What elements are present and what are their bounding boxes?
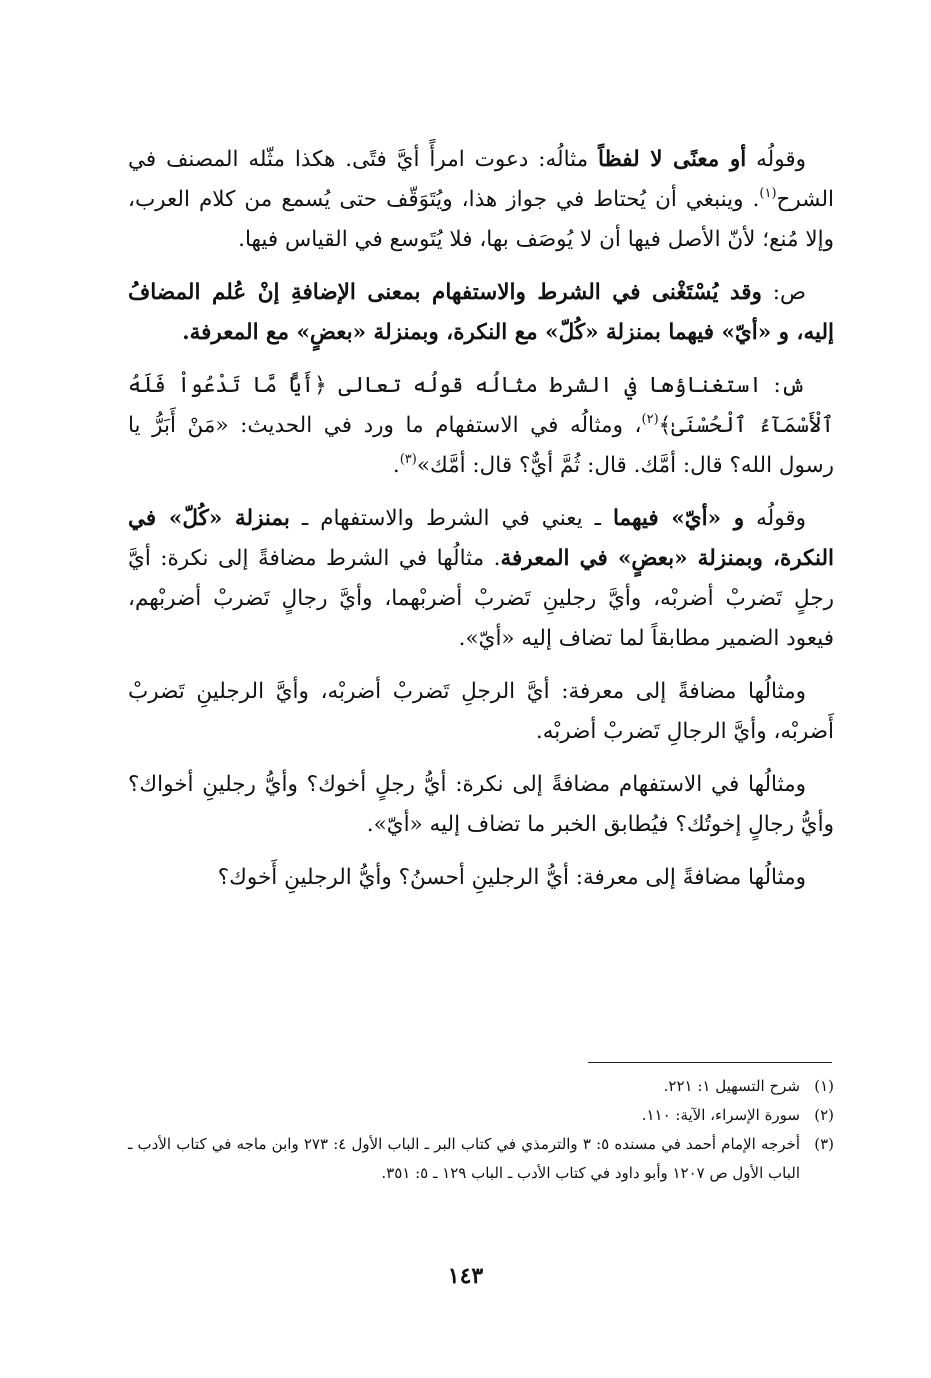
text-run: وقولُه bbox=[744, 506, 807, 531]
paragraph bbox=[128, 672, 834, 752]
paragraph bbox=[128, 499, 834, 659]
text-run: ص: bbox=[761, 280, 807, 305]
paragraph bbox=[128, 140, 834, 260]
bold-text-run: أو معنًى لا لفظاً bbox=[598, 147, 747, 172]
bold-text-run: وقد يُسْتَغْنى في الشرط والاستفهام بمعنى الإضافةِ إنْ عُلم المضافُ إليه، و «أيّ» فيهما بمنزلة «كُلّ» مع النكرة، وبمنزلة «بعضٍ» مع المعرفة. bbox=[128, 280, 834, 345]
footnote-text: أخرجه الإمام أحمد في مسنده ٥: ٣ والترمذي في كتاب البر ـ الباب الأول ٤: ٢٧٣ وابن ماجه في كتاب الأدب ـ الباب الأول ص ١٢٠٧ وأبو داود في كتاب الأدب ـ الباب ١٢٩ ـ ٥: ٣٥١. bbox=[128, 1135, 800, 1182]
text-run: مثالُه: دعوت امرأً أيَّ فتًى. هكذا مثّله المصنف في الشرح bbox=[128, 147, 834, 212]
paragraph bbox=[128, 858, 834, 898]
page-number: ١٤٣ bbox=[447, 1263, 484, 1289]
paragraph bbox=[128, 765, 834, 845]
footnote-ref: (١) bbox=[759, 186, 777, 201]
footnote bbox=[128, 1130, 834, 1188]
footnotes bbox=[128, 1072, 834, 1188]
bold-text-run: و «أيّ» فيهما bbox=[612, 506, 745, 531]
footnote-number: (٣) bbox=[814, 1135, 834, 1153]
footnote-text: سورة الإسراء، الآية: ١١٠. bbox=[641, 1106, 800, 1124]
text-run: ومثالُها في الاستفهام مضافةً إلى نكرة: أيُّ رجلٍ أخوك؟ وأيُّ رجلينِ أخواك؟ وأيُّ رجالٍ إخوتُك؟ فيُطابق الخبر ما تضاف إليه «أيّ». bbox=[128, 772, 834, 837]
text-run: . bbox=[392, 453, 400, 478]
footnote bbox=[128, 1072, 834, 1101]
footnote-ref: (٢) bbox=[641, 412, 659, 427]
text-run: وقولُه bbox=[746, 147, 806, 172]
main-text bbox=[128, 140, 834, 911]
footnote-text: شرح التسهيل ١: ٢٢١. bbox=[663, 1077, 800, 1095]
paragraph bbox=[128, 273, 834, 353]
text-run: ش: استغناؤها في الشرط مثالُه قولُه تعالى ﴿أَيًّا مَّا تَدْعُواْ فَلَهُ ٱلْأَسْمَآءُ ٱلْحُسْنَىٰ﴾ bbox=[128, 373, 835, 438]
text-run: ـ يعني في الشرط والاستفهام ـ bbox=[289, 506, 613, 531]
text-run: . مثالُها في الشرط مضافةً إلى نكرة: أيَّ رجلٍ تَضربْ أضربْه، وأيَّ رجلينِ تَضربْ أضربْهما، وأيَّ رجالٍ تَضربْ أضربْهم، فيعود الضمير مطابقاً لما تضاف إليه «أيّ». bbox=[128, 546, 834, 651]
text-run: ، ومثالُه في الاستفهام ما ورد في الحديث: «مَنْ أَبَرُّ يا رسول الله؟ قال: أمَّك. قال: ثُمَّ أيٌّ؟ قال: أمَّك» bbox=[128, 413, 834, 478]
text-run: . وينبغي أن يُحتاط في جواز هذا، ويُتَوَقّف حتى يُسمع من كلام العرب، وإلا مُنع؛ لأنّ الأصل فيها أن لا يُوصَف بها، فلا يُتَوسع في القياس فيها. bbox=[128, 187, 834, 252]
text-run: ومثالُها مضافةً إلى معرفة: أيُّ الرجلينِ أحسنُ؟ وأيُّ الرجلينِ أَخوك؟ bbox=[217, 865, 806, 890]
text-run: ومثالُها مضافةً إلى معرفة: أيَّ الرجلِ تَضربْ أضربْه، وأيَّ الرجلينِ تَضربْ أَضربْه، وأيَّ الرجالِ تَضربْ أضربْه. bbox=[128, 679, 834, 744]
footnote-separator bbox=[588, 1062, 832, 1063]
bold-text-run: بمنزلة «كُلّ» في النكرة، وبمنزلة «بعضٍ» في المعرفة bbox=[128, 506, 834, 571]
paragraph bbox=[128, 366, 834, 486]
footnote bbox=[128, 1101, 834, 1130]
footnote-number: (١) bbox=[814, 1077, 834, 1095]
footnote-ref: (٣) bbox=[399, 452, 417, 467]
footnote-number: (٢) bbox=[814, 1106, 834, 1124]
